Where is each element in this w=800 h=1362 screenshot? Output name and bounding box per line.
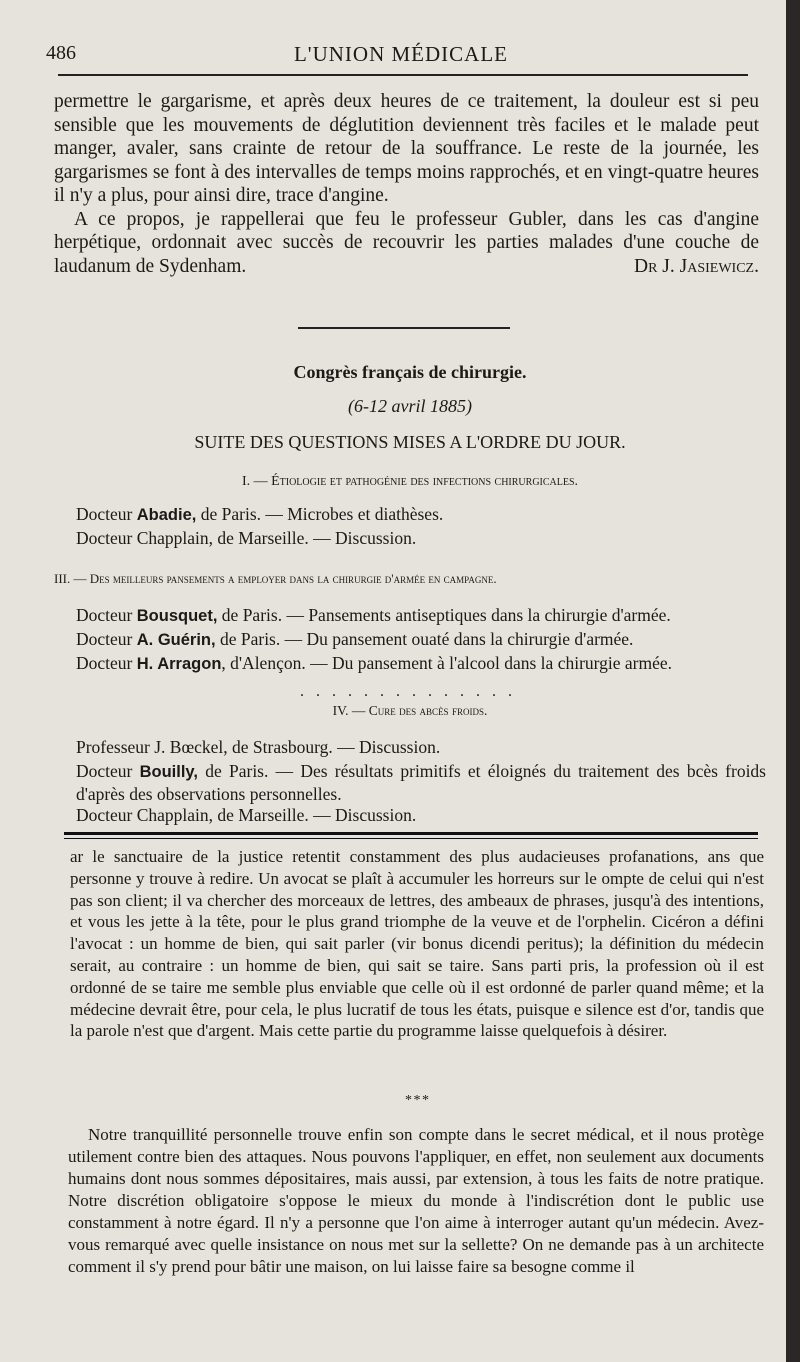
item-text: de Paris. — Du pansement ouaté dans la chirurgie d'armée. [215, 629, 634, 649]
section-heading: IV. — Cure des abcès froids. [332, 703, 488, 718]
paragraph-text: A ce propos, je rappellerai que feu le professeur Gubler, dans les cas d'angine herpétique, ordonnait avec succès de recouvrir les parties malades d'une couche de laudanum de Sydenham. [54, 208, 759, 277]
program-item [76, 527, 766, 549]
speaker-name: A. Guérin, [136, 631, 216, 649]
congress-title: Congrès français de chirurgie. [293, 362, 527, 382]
author-signature: Dr J. Jasiewicz. [634, 255, 759, 277]
feuilleton-rule-thin [64, 838, 758, 839]
article-ending [54, 90, 759, 278]
program-item [76, 760, 766, 805]
feuilleton-rule-thick [64, 832, 758, 835]
paragraph [54, 208, 759, 279]
program-item [76, 604, 766, 627]
item-text: de Paris. — Des résultats primitifs et éloignés du traitement des bcès froids d'après des observations personnelles. [76, 761, 766, 804]
page-edge-shadow [786, 0, 800, 1362]
item-prefix: Docteur [76, 653, 137, 673]
speaker-name: Bousquet, [136, 607, 218, 625]
item-prefix: Docteur [76, 761, 140, 781]
paragraph: permettre le gargarisme, et après deux heures de ce traitement, la douleur est si peu sensible que les mouvements de déglutition deviennent très faciles et le malade peut manger, avaler, sans crainte de retour de la souffrance. Le reste de la journée, les gargarismes se font à des intervalles de temps moins rapprochés, et en vingt-quatre heures il n'y a plus, pour ainsi dire, trace d'angine. [54, 91, 759, 206]
item-prefix: Docteur Chapplain, de Marseille. — Discussion. [76, 528, 417, 548]
program-item [76, 628, 766, 651]
item-prefix: Docteur Chapplain, de Marseille. — Discussion. [76, 805, 417, 825]
program-item [76, 804, 766, 826]
suite-heading: SUITE DES QUESTIONS MISES A L'ORDRE DU JOUR. [194, 432, 626, 452]
page-number: 486 [46, 42, 76, 64]
program-item [76, 503, 766, 526]
paragraph: Notre tranquillité personnelle trouve enfin son compte dans le secret médical, et il nous protège utilement contre bien des attaques. Nous pouvons l'appliquer, en effet, non seulement aux documents humains dont nous sommes dépositaires, mais aussi, par extension, à tous les faits de notre pratique. Notre discrétion obligatoire s'oppose le mieux du monde à l'indiscrétion dont le public use constamment à notre égard. Il n'y a personne que l'on aime à interroger autant qu'un médecin. Avez-vous remarqué avec quelle insistance on nous met sur la sellette? On ne demande pas à un architecte comment il s'y prend pour bâtir une maison, on lui laisse faire sa besogne comme il [68, 1125, 764, 1276]
item-text: de Paris. — Microbes et diathèses. [196, 504, 444, 524]
program-item [76, 736, 766, 758]
ellipsis-dots: . . . . . . . . . . . . . . [300, 683, 516, 700]
speaker-name: Abadie, [136, 506, 197, 524]
item-text: , d'Alençon. — Du pansement à l'alcool dans la chirurgie armée. [221, 653, 673, 673]
congress-dates: (6-12 avril 1885) [348, 396, 472, 416]
running-title: L'UNION MÉDICALE [293, 42, 508, 66]
feuilleton-text [70, 846, 764, 1042]
item-prefix: Professeur J. Bœckel, de Strasbourg. — Discussion. [76, 737, 441, 757]
item-prefix: Docteur [76, 629, 137, 649]
section-heading: I. — Étiologie et pathogénie des infections chirurgicales. [241, 474, 579, 489]
section-separator [298, 327, 510, 329]
speaker-name: H. Arragon [136, 655, 222, 673]
paragraph: ar le sanctuaire de la justice retentit constamment des plus audacieuses profanations, ans que personne y trouve à redire. Un avocat se plaît à accumuler les horreurs sur le ompte de celui qui n'est pas son client; il va chercher des morceaux de lettres, des ambeaux de phrases, jusqu'à des intentions, et vous les jette à la tête, pour le plus grand triomphe de la veuve et de l'orphelin. Cicéron a défini l'avocat : un homme de bien, qui sait parler (vir bonus dicendi peritus); la définition du médecin serait, au contraire : un homme de bien, qui sait se taire. Sans parti pris, la profession où il est ordonné de se taire me semble plus enviable que celle où il est ordonné de parler quand même; et la médecine devrait être, pour cela, le plus lucratif de tous les états, puisque e silence est d'or, tandis que la parole n'est que d'argent. Mais cette partie du programme laisse quelquefois à désirer. [70, 847, 764, 1041]
page-header [46, 40, 756, 70]
feuilleton-text-continued [68, 1124, 764, 1278]
item-prefix: Docteur [76, 504, 137, 524]
asterism: * * * [405, 1093, 428, 1108]
item-text: de Paris. — Pansements antiseptiques dans la chirurgie d'armée. [217, 605, 671, 625]
item-prefix: Docteur [76, 605, 137, 625]
section-heading: III. — Des meilleurs pansements a employer dans la chirurgie d'armée en campagne. [54, 571, 497, 586]
speaker-name: Bouilly, [139, 763, 198, 781]
header-rule [58, 74, 748, 76]
program-item [76, 652, 766, 675]
